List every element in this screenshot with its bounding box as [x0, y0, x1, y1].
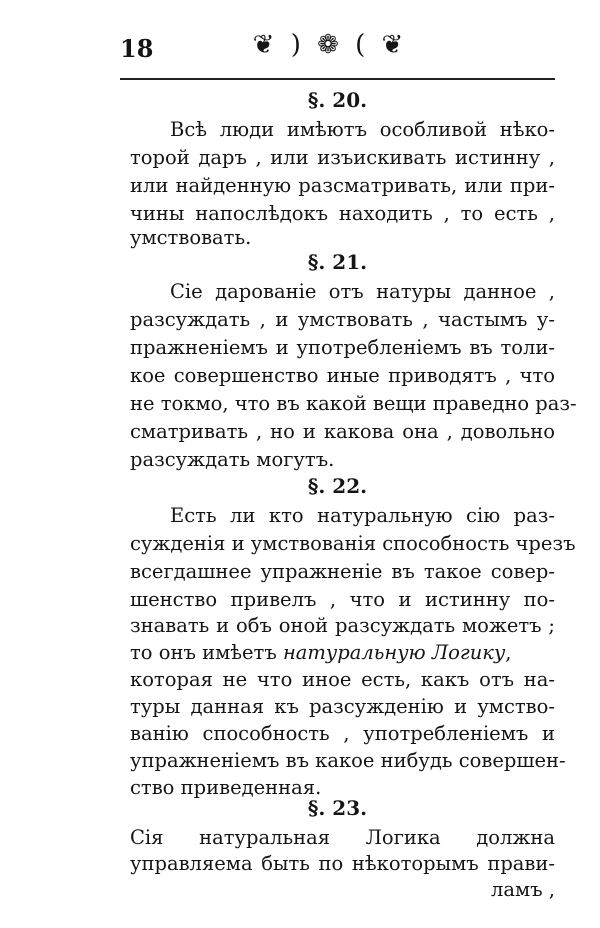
text-line: управляема быть по нѣкоторымъ прави- [130, 852, 555, 875]
text-line [130, 641, 555, 665]
text-run: , [505, 641, 512, 664]
text-line: туры данная къ разсужденію и умство- [130, 695, 555, 718]
text-line: кое совершенство иные приводятъ , что [130, 364, 555, 387]
text-line: упражненіемъ въ какое нибудь совершен- [130, 749, 566, 772]
section-heading: §. 22. [307, 474, 368, 498]
text-line: Сія натуральная Логика должна [130, 826, 555, 849]
text-line: ство приведенная. [130, 776, 322, 799]
text-line: сматривать , но и какова она , довольно [130, 420, 555, 443]
text-line: шенство привелъ , что и истинну по- [130, 588, 555, 611]
text-line: ламъ , [491, 878, 555, 901]
italic-term: натуральную Логику [282, 641, 506, 664]
text-line: всегдашнее упражненіе въ такое совер- [130, 560, 555, 583]
page-number: 18 [120, 34, 154, 63]
text-line: не токмо, что въ какой вещи праведно раз- [130, 392, 577, 415]
text-line: которая не что иное есть, какъ отъ на- [130, 668, 555, 691]
text-line: сужденія и умствованія способность чрезъ [130, 532, 576, 555]
text-line: разсуждать могутъ. [130, 448, 335, 471]
text-line: Сіе дарованіе отъ натуры данное , [170, 280, 555, 303]
text-line: чины напослѣдокъ находить , то есть , [130, 202, 555, 225]
header-rule [120, 78, 555, 80]
text-line: знавать и объ оной разсуждать можетъ ; [130, 614, 555, 637]
text-line: или найденную разсматривать, или при- [130, 174, 555, 197]
text-line: умствовать. [130, 226, 252, 249]
text-run: то онъ имѣетъ [130, 641, 283, 664]
ornament-icon: ❦ ) ❁ ( ❦ [252, 30, 408, 60]
section-heading: §. 21. [307, 250, 368, 274]
section-heading: §. 23. [307, 796, 368, 820]
text-line: ванію способность , употребленіемъ и [130, 722, 555, 745]
section-heading: §. 20. [307, 88, 368, 112]
text-line: разсуждать , и умствовать , частымъ у- [130, 308, 555, 331]
text-line: торой даръ , или изъискивать истинну , [130, 146, 555, 169]
text-line: пражненіемъ и употребленіемъ въ толи- [130, 336, 555, 359]
text-line: Всѣ люди имѣютъ особливой нѣко- [170, 118, 555, 141]
text-line: Есть ли кто натуральную сію раз- [170, 504, 555, 527]
